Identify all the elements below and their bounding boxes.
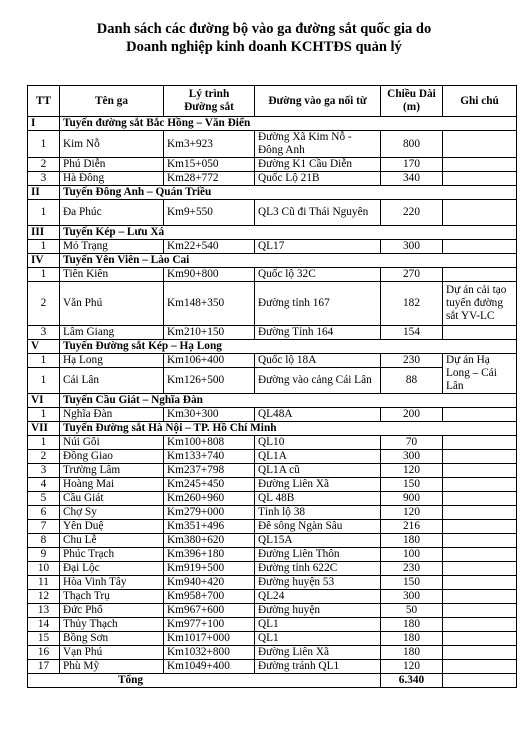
cell-road: QL 48B	[255, 492, 381, 506]
cell-km: Km100+808	[164, 436, 255, 450]
cell-km: Km1032+800	[164, 646, 255, 660]
cell-road: Đường huyện	[255, 604, 381, 618]
cell-length: 170	[381, 158, 443, 172]
table-row	[28, 478, 517, 492]
section-row	[28, 117, 517, 131]
cell-road: QL3 Cũ đi Thái Nguyên	[255, 200, 381, 226]
section-number: VI	[28, 394, 60, 408]
cell-note	[443, 660, 517, 674]
cell-road: Quốc lộ 18A	[255, 354, 381, 368]
cell-station: Núi Gôi	[60, 436, 164, 450]
section-row	[28, 394, 517, 408]
cell-length: 120	[381, 660, 443, 674]
cell-km: Km958+700	[164, 590, 255, 604]
table-row	[28, 590, 517, 604]
cell-station: Mỏ Trạng	[60, 240, 164, 254]
cell-length: 900	[381, 492, 443, 506]
cell-road: QL15A	[255, 534, 381, 548]
table-header-row	[28, 86, 517, 117]
cell-km: Km210+150	[164, 326, 255, 340]
cell-note	[443, 172, 517, 186]
cell-tt: 6	[28, 506, 60, 520]
cell-road: Tỉnh lộ 38	[255, 506, 381, 520]
cell-road: QL1A	[255, 450, 381, 464]
section-row	[28, 254, 517, 268]
cell-note	[443, 618, 517, 632]
table-row	[28, 326, 517, 340]
cell-tt: 5	[28, 492, 60, 506]
cell-km: Km106+400	[164, 354, 255, 368]
cell-road: QL1A cũ	[255, 464, 381, 478]
cell-note	[443, 268, 517, 282]
cell-tt: 16	[28, 646, 60, 660]
cell-station: Hà Đông	[60, 172, 164, 186]
cell-note	[443, 436, 517, 450]
cell-km: Km28+772	[164, 172, 255, 186]
cell-km: Km237+798	[164, 464, 255, 478]
cell-road: Quốc Lộ 21B	[255, 172, 381, 186]
table-row	[28, 660, 517, 674]
cell-length: 220	[381, 200, 443, 226]
cell-tt: 3	[28, 172, 60, 186]
cell-km: Km15+050	[164, 158, 255, 172]
cell-length: 182	[381, 282, 443, 326]
cell-station: Phúc Trạch	[60, 548, 164, 562]
title-line-1: Danh sách các đường bộ vào ga đường sắt quốc gia do	[96, 21, 432, 37]
cell-station: Chu Lễ	[60, 534, 164, 548]
cell-note	[443, 520, 517, 534]
cell-road: Đường Tỉnh 164	[255, 326, 381, 340]
table-row	[28, 506, 517, 520]
section-row	[28, 422, 517, 436]
cell-note	[443, 590, 517, 604]
cell-km: Km351+496	[164, 520, 255, 534]
cell-tt: 1	[28, 368, 60, 394]
cell-length: 70	[381, 436, 443, 450]
header-tt: TT	[28, 86, 60, 117]
cell-length: 300	[381, 590, 443, 604]
total-note	[443, 674, 517, 688]
cell-road: Đường tỉnh 622C	[255, 562, 381, 576]
cell-note	[443, 562, 517, 576]
cell-station: Phú Diễn	[60, 158, 164, 172]
cell-km: Km396+180	[164, 548, 255, 562]
section-number: I	[28, 117, 60, 131]
cell-station: Cái Lân	[60, 368, 164, 394]
section-number: IV	[28, 254, 60, 268]
table-body	[28, 117, 517, 688]
total-row	[28, 674, 517, 688]
cell-length: 50	[381, 604, 443, 618]
table-row	[28, 200, 517, 226]
table-row	[28, 548, 517, 562]
cell-road: Đường Liên Xã	[255, 646, 381, 660]
cell-note	[443, 326, 517, 340]
section-name: Tuyến Yên Viên – Lào Cai	[60, 254, 517, 268]
document-title	[0, 20, 528, 56]
cell-station: Đức Phổ	[60, 604, 164, 618]
table-row	[28, 632, 517, 646]
table-row	[28, 240, 517, 254]
cell-length: 88	[381, 368, 443, 394]
cell-km: Km977+100	[164, 618, 255, 632]
cell-length: 120	[381, 506, 443, 520]
cell-length: 100	[381, 548, 443, 562]
cell-km: Km279+000	[164, 506, 255, 520]
cell-road: Đường tỉnh 167	[255, 282, 381, 326]
table-row	[28, 576, 517, 590]
cell-km: Km245+450	[164, 478, 255, 492]
cell-note	[443, 604, 517, 618]
cell-km: Km30+300	[164, 408, 255, 422]
cell-tt: 1	[28, 200, 60, 226]
cell-length: 180	[381, 632, 443, 646]
cell-road: QL1	[255, 632, 381, 646]
cell-km: Km22+540	[164, 240, 255, 254]
cell-road: Đường tránh QL1	[255, 660, 381, 674]
cell-tt: 1	[28, 131, 60, 158]
cell-length: 340	[381, 172, 443, 186]
table-row	[28, 492, 517, 506]
section-row	[28, 340, 517, 354]
cell-km: Km380+620	[164, 534, 255, 548]
table-row	[28, 464, 517, 478]
cell-length: 300	[381, 240, 443, 254]
cell-tt: 1	[28, 240, 60, 254]
cell-tt: 9	[28, 548, 60, 562]
cell-km: Km126+500	[164, 368, 255, 394]
cell-km: Km967+600	[164, 604, 255, 618]
total-value: 6.340	[381, 674, 443, 688]
cell-km: Km90+800	[164, 268, 255, 282]
cell-note	[443, 464, 517, 478]
cell-station: Yên Duệ	[60, 520, 164, 534]
cell-note: Dự án cải tạo tuyến đường sắt YV-LC	[443, 282, 517, 326]
cell-note	[443, 534, 517, 548]
section-name: Tuyến Đông Anh – Quán Triều	[60, 186, 517, 200]
cell-length: 230	[381, 562, 443, 576]
table-row	[28, 436, 517, 450]
cell-note	[443, 158, 517, 172]
cell-note: Dự án Hạ Long – Cái Lân	[443, 354, 517, 394]
table-row	[28, 172, 517, 186]
table-row	[28, 562, 517, 576]
cell-note	[443, 492, 517, 506]
cell-tt: 10	[28, 562, 60, 576]
cell-road: QL17	[255, 240, 381, 254]
cell-tt: 2	[28, 282, 60, 326]
cell-length: 230	[381, 354, 443, 368]
cell-station: Cầu Giát	[60, 492, 164, 506]
cell-tt: 1	[28, 436, 60, 450]
cell-station: Hòa Vinh Tây	[60, 576, 164, 590]
cell-tt: 12	[28, 590, 60, 604]
table-row	[28, 534, 517, 548]
cell-station: Bồng Sơn	[60, 632, 164, 646]
cell-tt: 14	[28, 618, 60, 632]
cell-station: Trường Lâm	[60, 464, 164, 478]
cell-tt: 15	[28, 632, 60, 646]
cell-note	[443, 548, 517, 562]
cell-note	[443, 646, 517, 660]
cell-note	[443, 408, 517, 422]
table-row	[28, 158, 517, 172]
cell-station: Thủy Thạch	[60, 618, 164, 632]
cell-length: 150	[381, 478, 443, 492]
cell-road: Đường vào cảng Cái Lân	[255, 368, 381, 394]
header-length: Chiều Dài (m)	[381, 86, 443, 117]
cell-tt: 2	[28, 450, 60, 464]
cell-station: Văn Phú	[60, 282, 164, 326]
cell-length: 180	[381, 534, 443, 548]
cell-tt: 3	[28, 326, 60, 340]
table-row	[28, 618, 517, 632]
cell-road: Quốc lộ 32C	[255, 268, 381, 282]
cell-station: Kim Nỗ	[60, 131, 164, 158]
cell-km: Km148+350	[164, 282, 255, 326]
table-row	[28, 354, 517, 368]
cell-note	[443, 450, 517, 464]
cell-length: 180	[381, 618, 443, 632]
cell-road: QL10	[255, 436, 381, 450]
cell-km: Km1017+000	[164, 632, 255, 646]
table-row	[28, 646, 517, 660]
cell-note	[443, 200, 517, 226]
cell-tt: 8	[28, 534, 60, 548]
section-row	[28, 226, 517, 240]
cell-length: 800	[381, 131, 443, 158]
section-row	[28, 186, 517, 200]
cell-note	[443, 576, 517, 590]
table-row	[28, 450, 517, 464]
cell-station: Hoàng Mai	[60, 478, 164, 492]
section-number: V	[28, 340, 60, 354]
cell-tt: 4	[28, 478, 60, 492]
cell-tt: 3	[28, 464, 60, 478]
cell-km: Km260+960	[164, 492, 255, 506]
section-name: Tuyến Đường sắt Kép – Hạ Long	[60, 340, 517, 354]
section-name: Tuyến Đường sắt Hà Nội – TP. Hồ Chí Minh	[60, 422, 517, 436]
cell-length: 200	[381, 408, 443, 422]
cell-length: 270	[381, 268, 443, 282]
cell-road: Đường K1 Cầu Diễn	[255, 158, 381, 172]
table-row	[28, 131, 517, 158]
header-note: Ghi chú	[443, 86, 517, 117]
section-number: II	[28, 186, 60, 200]
header-km: Lý trình Đường sắt	[164, 86, 255, 117]
section-name: Tuyến Kép – Lưu Xá	[60, 226, 517, 240]
cell-tt: 1	[28, 268, 60, 282]
cell-length: 150	[381, 576, 443, 590]
cell-road: Đường huyện 53	[255, 576, 381, 590]
cell-km: Km133+740	[164, 450, 255, 464]
header-station: Tên ga	[60, 86, 164, 117]
cell-tt: 2	[28, 158, 60, 172]
cell-road: Đường Xã Kim Nỗ - Đông Anh	[255, 131, 381, 158]
cell-tt: 7	[28, 520, 60, 534]
total-label: Tổng	[28, 674, 381, 688]
title-line-2: Doanh nghiệp kinh doanh KCHTĐS quản lý	[126, 39, 402, 55]
table-row	[28, 268, 517, 282]
cell-tt: 17	[28, 660, 60, 674]
cell-tt: 11	[28, 576, 60, 590]
cell-station: Hạ Long	[60, 354, 164, 368]
cell-note	[443, 632, 517, 646]
cell-station: Vạn Phú	[60, 646, 164, 660]
station-road-table	[27, 85, 517, 688]
cell-note	[443, 478, 517, 492]
cell-tt: 1	[28, 408, 60, 422]
cell-length: 154	[381, 326, 443, 340]
cell-road: Đường Liên Thôn	[255, 548, 381, 562]
cell-station: Thạch Trụ	[60, 590, 164, 604]
cell-station: Chợ Sy	[60, 506, 164, 520]
cell-km: Km3+923	[164, 131, 255, 158]
cell-road: QL48A	[255, 408, 381, 422]
cell-km: Km9+550	[164, 200, 255, 226]
cell-km: Km1049+400	[164, 660, 255, 674]
cell-km: Km940+420	[164, 576, 255, 590]
cell-note	[443, 240, 517, 254]
cell-station: Đa Phúc	[60, 200, 164, 226]
section-name: Tuyến Cầu Giát – Nghĩa Đàn	[60, 394, 517, 408]
section-name: Tuyến đường sắt Bắc Hồng – Văn Điển	[60, 117, 517, 131]
cell-station: Tiên Kiên	[60, 268, 164, 282]
section-number: III	[28, 226, 60, 240]
table-row	[28, 408, 517, 422]
cell-station: Lâm Giang	[60, 326, 164, 340]
cell-station: Phù Mỹ	[60, 660, 164, 674]
cell-length: 120	[381, 464, 443, 478]
cell-station: Đồng Giao	[60, 450, 164, 464]
cell-road: Đường Liên Xã	[255, 478, 381, 492]
cell-tt: 1	[28, 354, 60, 368]
cell-length: 216	[381, 520, 443, 534]
cell-road: QL24	[255, 590, 381, 604]
header-road: Đường vào ga nối từ	[255, 86, 381, 117]
cell-length: 300	[381, 450, 443, 464]
cell-station: Nghĩa Đàn	[60, 408, 164, 422]
cell-station: Đại Lộc	[60, 562, 164, 576]
cell-tt: 13	[28, 604, 60, 618]
cell-road: QL1	[255, 618, 381, 632]
table-row	[28, 520, 517, 534]
cell-km: Km919+500	[164, 562, 255, 576]
cell-length: 180	[381, 646, 443, 660]
table-row	[28, 604, 517, 618]
cell-note	[443, 131, 517, 158]
cell-road: Đê sông Ngàn Sâu	[255, 520, 381, 534]
table-row	[28, 282, 517, 326]
section-number: VII	[28, 422, 60, 436]
cell-note	[443, 506, 517, 520]
